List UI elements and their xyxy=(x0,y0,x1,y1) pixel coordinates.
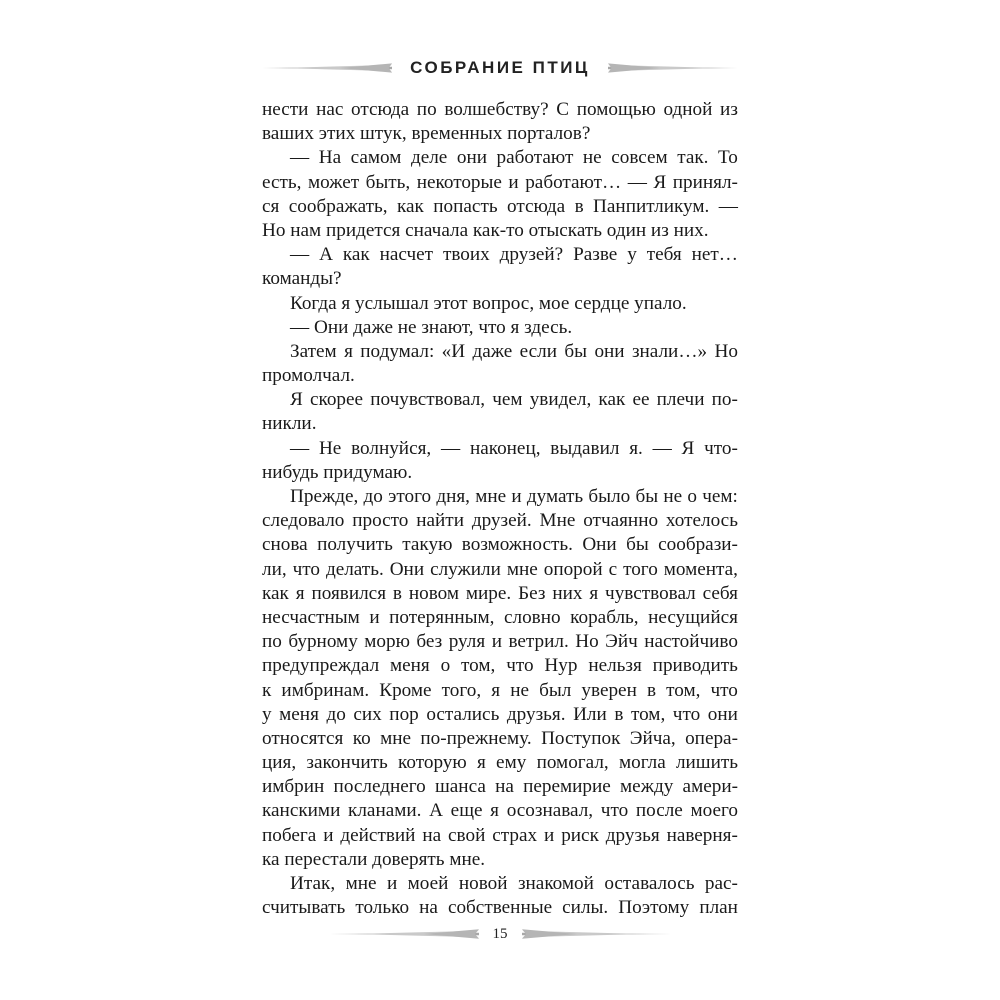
text-line: имбрин последнего шанса на перемирие между амери- xyxy=(262,776,738,798)
text-line: у меня до сих пор остались друзья. Или в том, что они xyxy=(262,703,738,725)
text-line: ли, что делать. Они служили мне опорой с того момента, xyxy=(262,558,738,580)
text-line: считывать только на собственные силы. Поэтому план xyxy=(262,897,738,919)
text-line: Прежде, до этого дня, мне и думать было бы не о чем: xyxy=(290,486,738,507)
text-line xyxy=(262,316,738,340)
text-line-content: никли. xyxy=(262,413,317,435)
text-line: — На самом деле они работают не совсем так. То xyxy=(290,147,738,169)
text-line-content: Но нам придется сначала как-то отыскать один из них. xyxy=(262,219,709,241)
text-line: как я появился в новом мире. Без них я чувствовал себя xyxy=(262,582,738,604)
header-ornament-right-icon xyxy=(608,61,738,75)
text-line: канскими кланами. А еще я осознавал, что после моего xyxy=(262,800,738,822)
text-line: следовало просто найти друзей. Мне отчаянно хотелось xyxy=(262,510,738,532)
text-line: — А как насчет твоих друзей? Разве у тебя нет… xyxy=(290,244,738,266)
body-text xyxy=(262,98,738,920)
running-header xyxy=(262,50,738,86)
text-line: по бурному морю без руля и ветрил. Но Эйч настойчиво xyxy=(262,631,738,653)
text-line: к имбринам. Кроме того, я не был уверен в том, что xyxy=(262,679,738,701)
text-line: Итак, мне и моей новой знакомой оставалось рас- xyxy=(290,873,738,894)
text-line: есть, может быть, некоторые и работают… — Я принял- xyxy=(262,171,738,193)
page-number: 15 xyxy=(492,925,508,942)
text-line-content: — Они даже не знают, что я здесь. xyxy=(290,316,573,338)
text-line xyxy=(262,219,738,243)
text-line: снова получить такую возможность. Они бы сообрази- xyxy=(262,534,738,556)
text-line: нести нас отсюда по волшебству? С помощью одной из xyxy=(262,99,738,120)
text-line xyxy=(262,292,738,316)
text-line xyxy=(262,412,738,436)
text-line xyxy=(262,364,738,388)
text-line: относятся ко мне по-прежнему. Поступок Эйча, опера- xyxy=(262,727,738,749)
text-line xyxy=(262,848,738,872)
text-line-content: Когда я услышал этот вопрос, мое сердце упало. xyxy=(290,292,687,314)
text-line: — Не волнуйся, — наконец, выдавил я. — Я что- xyxy=(290,437,738,459)
book-title: СОБРАНИЕ ПТИЦ xyxy=(410,58,590,77)
footer-ornament-right-icon xyxy=(522,928,672,940)
text-line: Я скорее почувствовал, чем увидел, как ее плечи по- xyxy=(290,389,738,411)
page-footer xyxy=(262,922,738,946)
text-line: побега и действий на свой страх и риск друзья наверня- xyxy=(262,824,738,846)
text-line: Затем я подумал: «И даже если бы они знали…» Но xyxy=(290,340,738,362)
text-line: несчастным и потерянным, словно корабль, несущийся xyxy=(262,606,738,628)
text-line-content: нибудь придумаю. xyxy=(262,461,413,483)
text-line xyxy=(262,461,738,485)
header-ornament-left-icon xyxy=(262,61,392,75)
text-line-content: команды? xyxy=(262,268,342,290)
text-line: предупреждал меня о том, что Нур нельзя приводить xyxy=(262,655,738,677)
footer-ornament-left-icon xyxy=(329,928,479,940)
text-line: ся соображать, как попасть отсюда в Панпитликум. — xyxy=(262,195,738,217)
text-line-content: ка перестали доверять мне. xyxy=(262,848,486,870)
text-line: ция, закончить которую я ему помогал, могла лишить xyxy=(262,752,738,774)
text-line-content: промолчал. xyxy=(262,365,355,387)
text-line-content: ваших этих штук, временных порталов? xyxy=(262,123,591,145)
text-line xyxy=(262,122,738,146)
text-line xyxy=(262,267,738,291)
